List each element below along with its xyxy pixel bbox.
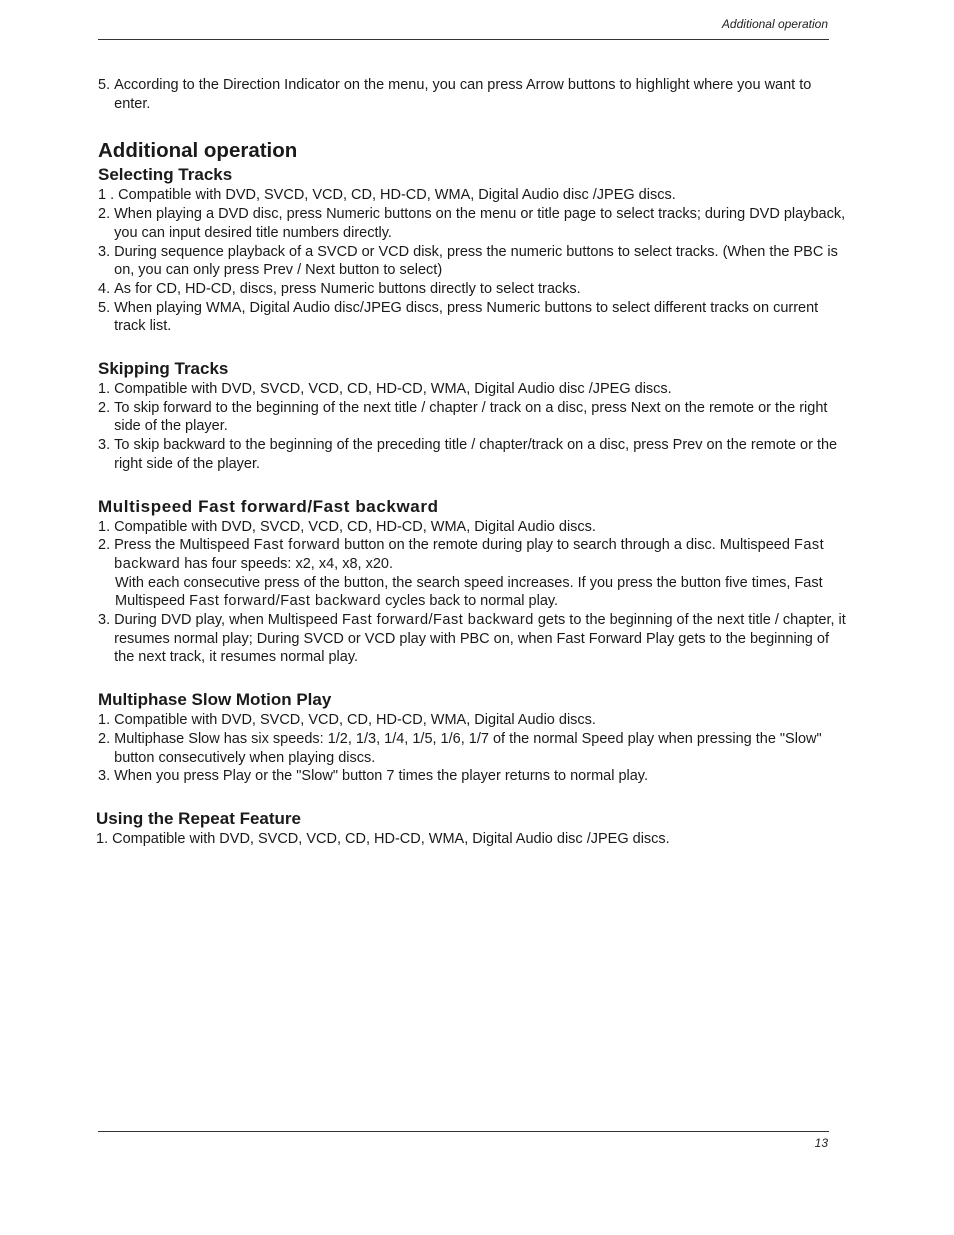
section-repeat-feature [96, 808, 850, 849]
list-text: Multiphase Slow has six speeds: 1/2, 1/3, 1/4, 1/5, 1/6, 1/7 of the normal Speed play when pressing the "Slow" button consecutively when playing discs. [114, 730, 822, 766]
list-item [98, 186, 850, 205]
text-run: During DVD play, when Multispeed [114, 612, 342, 629]
page-title: Additional operation [98, 139, 298, 163]
list-item [98, 730, 850, 767]
list-item [98, 299, 850, 336]
list-number: 2. [98, 206, 115, 223]
list-number: 1. [98, 712, 115, 729]
list-text: During sequence playback of a SVCD or VCD disk, press the numeric buttons to select tracks. (When the PBC is on, you can only press Prev / Next button to select) [114, 243, 838, 279]
list-text [114, 536, 850, 573]
list-number: 3. [98, 437, 115, 454]
list-number: 1. [98, 518, 115, 535]
list-text: Compatible with DVD, SVCD, VCD, CD, HD-CD, WMA, Digital Audio discs. [114, 518, 596, 535]
emphasis-run: Fast forward/Fast backward [341, 612, 534, 629]
section-skipping-tracks [98, 358, 850, 474]
list-item [98, 280, 850, 299]
list-text: As for CD, HD-CD, discs, press Numeric buttons directly to select tracks. [114, 280, 581, 297]
list-text: Compatible with DVD, SVCD, VCD, CD, HD-CD, WMA, Digital Audio disc /JPEG discs. [118, 187, 676, 204]
header-divider [98, 39, 829, 40]
list-item [98, 536, 850, 573]
text-run: button on the remote during play to search through a disc. Multispeed [340, 537, 794, 554]
list-number: 2. [98, 399, 115, 416]
list-text: When playing a DVD disc, press Numeric buttons on the menu or title page to select tracks; during DVD playback, you can input desired title numbers directly. [114, 206, 846, 241]
list-text: Compatible with DVD, SVCD, VCD, CD, HD-CD, WMA, Digital Audio disc /JPEG discs. [112, 830, 670, 847]
footer-divider [98, 1131, 829, 1132]
list-text: To skip backward to the beginning of the preceding title / chapter/track on a disc, press Prev on the remote or the right side of the player. [114, 437, 838, 472]
emphasis-run: Fast forward [253, 537, 341, 554]
list-item [96, 830, 850, 849]
list-text: When playing WMA, Digital Audio disc/JPEG discs, press Numeric buttons to select different tracks on current track list. [114, 299, 819, 335]
list-item [98, 399, 850, 436]
section-title: Skipping Tracks [98, 359, 229, 379]
section-title: Multispeed Fast forward/Fast backward [98, 496, 439, 516]
section-selecting-tracks [98, 164, 850, 336]
text-run: Press the Multispeed [114, 537, 254, 554]
page-content [98, 76, 850, 849]
list-number: 5. [98, 77, 115, 93]
list-paragraph [98, 574, 850, 611]
list-item [98, 711, 850, 730]
list-number: 1 . [98, 187, 119, 204]
list-number: 5. [98, 299, 115, 316]
section-multispeed [98, 496, 850, 668]
text-run: cycles back to normal play. [381, 593, 559, 610]
section-title: Using the Repeat Feature [96, 808, 301, 828]
text-run: gets to the beginning of the next title / chapter, it resumes normal play; During SVCD or VCD play with PBC on, when Fast Forward Play gets to the beginning of the next track, it resumes normal play. [114, 612, 846, 666]
list-item [98, 518, 850, 537]
list-number: 3. [98, 768, 115, 785]
list-item [98, 611, 850, 667]
intro-step [98, 76, 850, 113]
list-text: When you press Play or the "Slow" button 7 times the player returns to normal play. [114, 768, 649, 785]
list-item [98, 767, 850, 786]
list-number: 1. [98, 381, 115, 398]
list-text: Compatible with DVD, SVCD, VCD, CD, HD-CD, WMA, Digital Audio disc /JPEG discs. [114, 381, 672, 398]
list-text: To skip forward to the beginning of the next title / chapter / track on a disc, press Next on the remote or the right side of the player. [114, 399, 828, 435]
running-header: Additional operation [721, 17, 828, 31]
emphasis-run: Fast backward [114, 537, 825, 572]
section-title: Selecting Tracks [98, 165, 233, 185]
text-run: With each consecutive press of the button, the search speed increases. If you press the button five times, Fast Multispeed [115, 574, 823, 610]
emphasis-run: Fast forward/Fast backward [189, 593, 382, 610]
list-number: 3. [98, 243, 115, 260]
text-run: has four speeds: x2, x4, x8, x20. [180, 555, 393, 572]
list-text [115, 574, 850, 611]
section-multiphase [98, 689, 850, 786]
list-number: 3. [98, 612, 115, 629]
list-item [98, 205, 850, 242]
list-text: Compatible with DVD, SVCD, VCD, CD, HD-CD, WMA, Digital Audio discs. [114, 712, 596, 729]
list-item [98, 243, 850, 280]
page-number: 13 [814, 1136, 828, 1150]
section-title: Multiphase Slow Motion Play [98, 690, 332, 710]
list-number: 1. [96, 830, 113, 847]
list-number: 2. [98, 730, 115, 747]
list-item [98, 436, 850, 473]
list-item [98, 380, 850, 399]
list-text: According to the Direction Indicator on the menu, you can press Arrow buttons to highlight where you want to enter. [114, 77, 812, 112]
list-text [114, 611, 850, 667]
list-number: 4. [98, 280, 115, 297]
list-number: 2. [98, 537, 115, 554]
